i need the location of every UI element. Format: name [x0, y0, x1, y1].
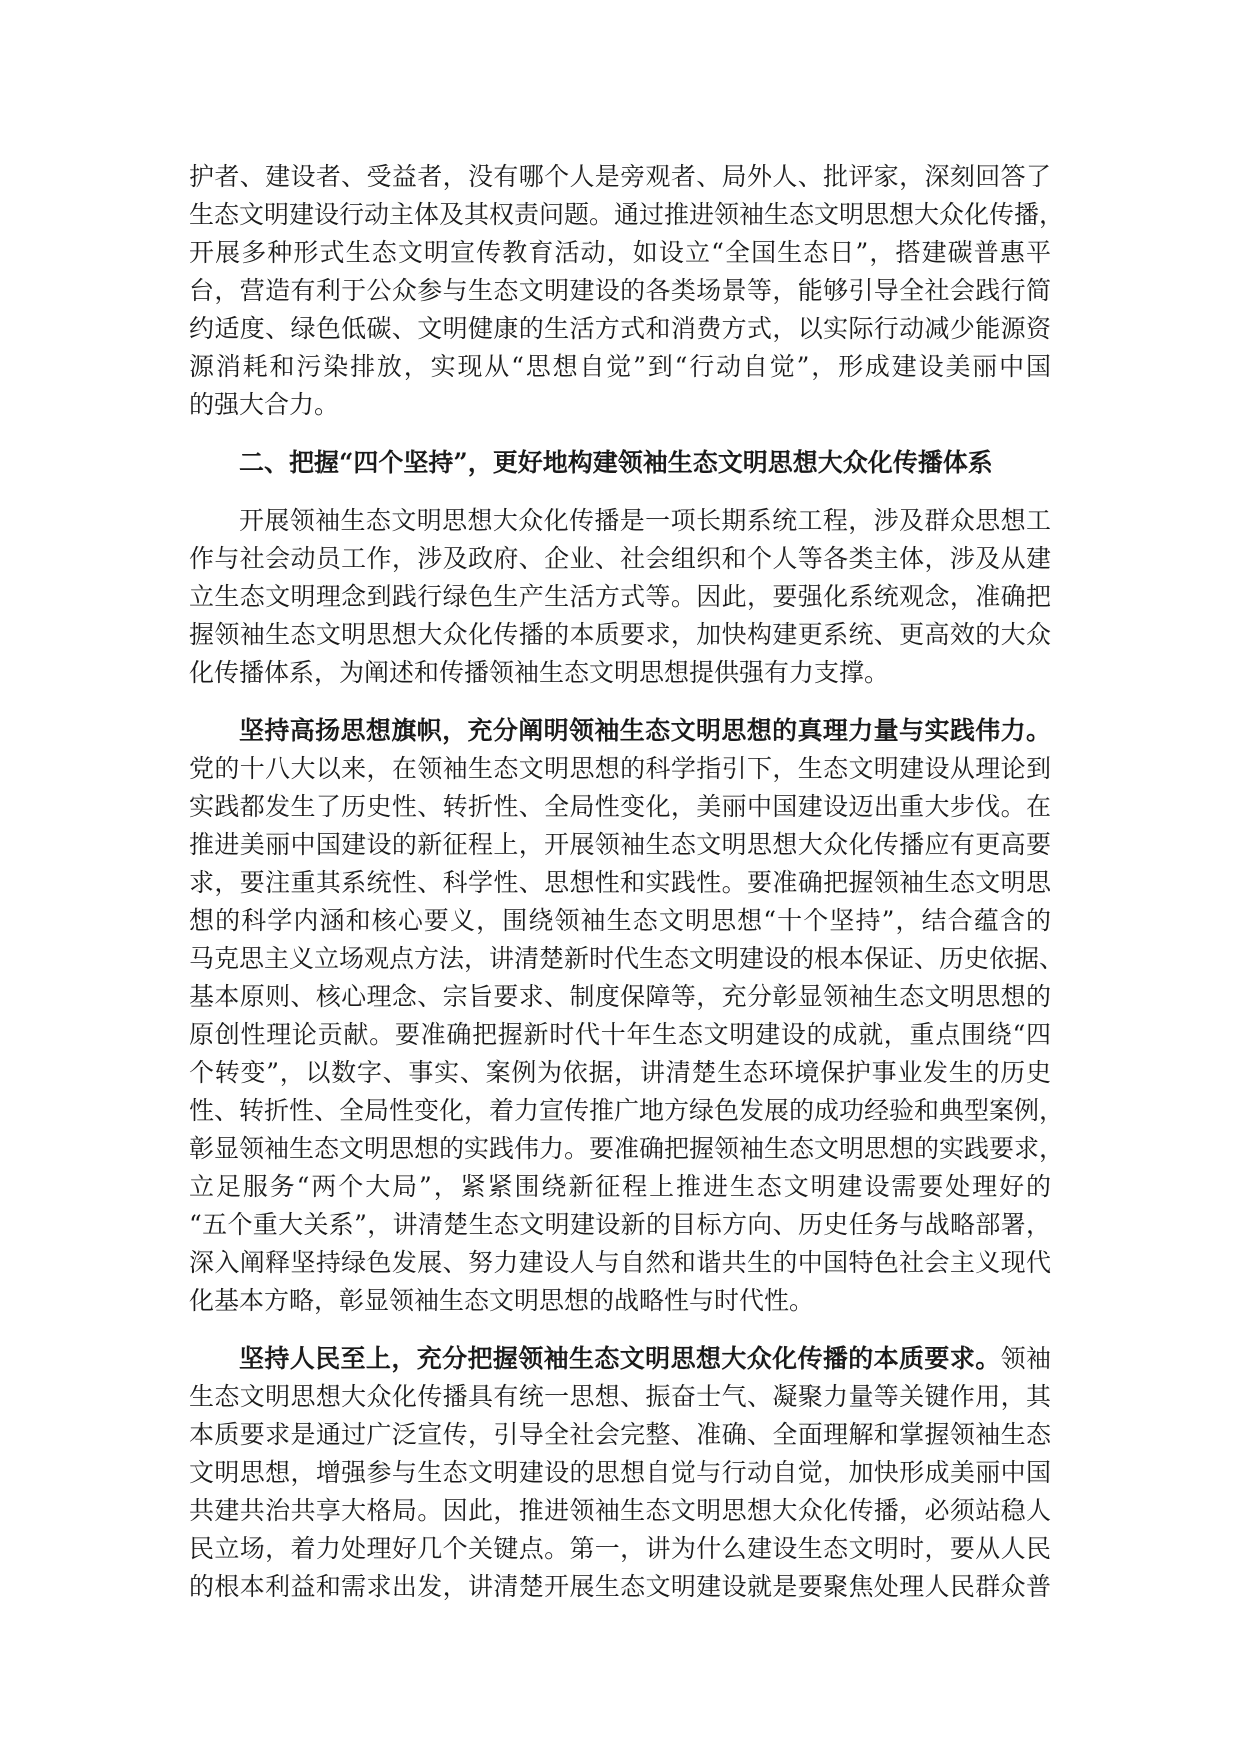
paragraph-1	[189, 158, 1065, 424]
text-line: 约适度、绿色低碳、文明健康的生活方式和消费方式，以实际行动减少能源资	[189, 314, 1051, 343]
paragraph-4	[189, 1340, 1051, 1606]
text-line: 的强大合力。	[189, 390, 340, 419]
paragraph-2	[189, 502, 1051, 692]
text-line: 基本原则、核心理念、宗旨要求、制度保障等，充分彰显领袖生态文明思想的	[189, 982, 1051, 1011]
text-line: 深入阐释坚持绿色发展、努力建设人与自然和谐共生的中国特色社会主义现代	[189, 1248, 1051, 1277]
text-line: 实践都发生了历史性、转折性、全局性变化，美丽中国建设迈出重大步伐。在	[189, 792, 1051, 821]
text-line: 护者、建设者、受益者，没有哪个人是旁观者、局外人、批评家，深刻回答了	[189, 162, 1051, 191]
paragraph-lead: 坚持人民至上，充分把握领袖生态文明思想大众化传播的本质要求。	[239, 1344, 1001, 1373]
text-line: 本质要求是通过广泛宣传，引导全社会完整、准确、全面理解和掌握领袖生态	[189, 1420, 1051, 1449]
text-line: 作与社会动员工作，涉及政府、企业、社会组织和个人等各类主体，涉及从建	[189, 544, 1051, 573]
text-line: 共建共治共享大格局。因此，推进领袖生态文明思想大众化传播，必须站稳人	[189, 1496, 1051, 1525]
text-line: 握领袖生态文明思想大众化传播的本质要求，加快构建更系统、更高效的大众	[189, 620, 1051, 649]
text-line: 性、转折性、全局性变化，着力宣传推广地方绿色发展的成功经验和典型案例，	[189, 1096, 1065, 1125]
text-line: 台，营造有利于公众参与生态文明建设的各类场景等，能够引导全社会践行简	[189, 276, 1051, 305]
text-line: “五个重大关系”，讲清楚生态文明建设新的目标方向、历史任务与战略部署，	[189, 1210, 1051, 1239]
section-heading: 二、把握“四个坚持”，更好地构建领袖生态文明思想大众化传播体系	[239, 448, 993, 477]
text-line: 想的科学内涵和核心要义，围绕领袖生态文明思想“十个坚持”，结合蕴含的	[189, 906, 1051, 935]
text-line: 开展多种形式生态文明宣传教育活动，如设立“全国生态日”，搭建碳普惠平	[189, 238, 1051, 267]
text-line: 个转变”，以数字、事实、案例为依据，讲清楚生态环境保护事业发生的历史	[189, 1058, 1051, 1087]
text-line: 立足服务“两个大局”，紧紧围绕新征程上推进生态文明建设需要处理好的	[189, 1172, 1051, 1201]
text-line: 民立场，着力处理好几个关键点。第一，讲为什么建设生态文明时，要从人民	[189, 1534, 1051, 1563]
text-line: 马克思主义立场观点方法，讲清楚新时代生态文明建设的根本保证、历史依据、	[189, 944, 1065, 973]
text-line: 推进美丽中国建设的新征程上，开展领袖生态文明思想大众化传播应有更高要	[189, 830, 1051, 859]
text-line: 彰显领袖生态文明思想的实践伟力。要准确把握领袖生态文明思想的实践要求，	[189, 1134, 1065, 1163]
paragraph-3	[189, 712, 1065, 1320]
text-line: 求，要注重其系统性、科学性、思想性和实践性。要准确把握领袖生态文明思	[189, 868, 1051, 897]
text-line: 文明思想，增强参与生态文明建设的思想自觉与行动自觉，加快形成美丽中国	[189, 1458, 1051, 1487]
paragraph-lead-line	[189, 1340, 1051, 1378]
text-line: 生态文明建设行动主体及其权责问题。通过推进领袖生态文明思想大众化传播，	[189, 200, 1065, 229]
text-line: 的根本利益和需求出发，讲清楚开展生态文明建设就是要聚焦处理人民群众普	[189, 1572, 1051, 1601]
text-line: 立生态文明理念到践行绿色生产生活方式等。因此，要强化系统观念，准确把	[189, 582, 1051, 611]
text-line: 开展领袖生态文明思想大众化传播是一项长期系统工程，涉及群众思想工	[239, 506, 1051, 535]
paragraph-lead-tail: 领袖	[1000, 1344, 1051, 1373]
text-line: 生态文明思想大众化传播具有统一思想、振奋士气、凝聚力量等关键作用，其	[189, 1382, 1051, 1411]
text-line: 源消耗和污染排放，实现从“思想自觉”到“行动自觉”，形成建设美丽中国	[189, 352, 1051, 381]
document-page	[189, 158, 1065, 1606]
text-line: 化传播体系，为阐述和传播领袖生态文明思想提供强有力支撑。	[189, 658, 890, 687]
text-line: 化基本方略，彰显领袖生态文明思想的战略性与时代性。	[189, 1286, 815, 1315]
text-line: 原创性理论贡献。要准确把握新时代十年生态文明建设的成就，重点围绕“四	[189, 1020, 1051, 1049]
text-line: 党的十八大以来，在领袖生态文明思想的科学指引下，生态文明建设从理论到	[189, 754, 1051, 783]
paragraph-lead: 坚持高扬思想旗帜，充分阐明领袖生态文明思想的真理力量与实践伟力。	[239, 716, 1051, 745]
